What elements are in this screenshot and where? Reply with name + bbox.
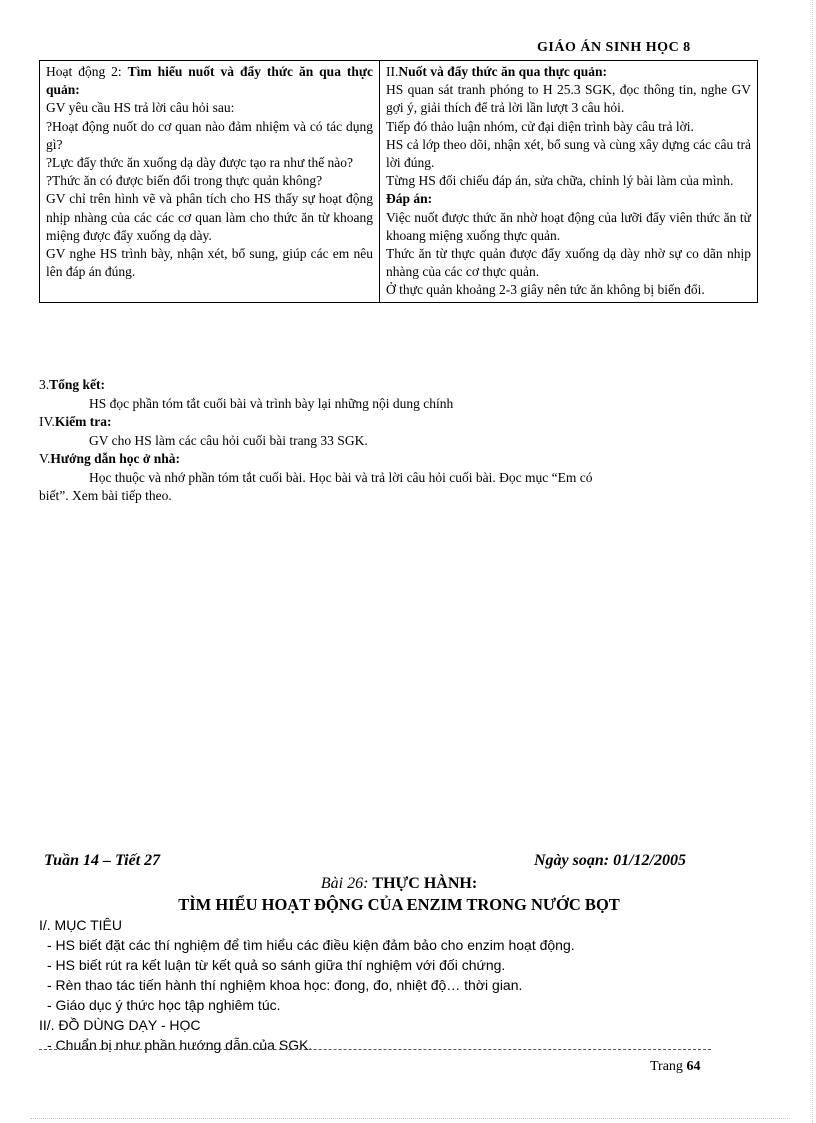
student-activity-paragraph: Việc nuốt được thức ăn nhờ hoạt động của lưỡi đẩy viên thức ăn từ khoang miệng xuống thực quản.	[386, 209, 751, 243]
summary-line: biết”. Xem bài tiếp theo.	[39, 488, 172, 503]
student-activity-paragraph: Từng HS đối chiếu đáp án, sửa chữa, chỉnh lý bài làm của mình.	[386, 173, 734, 189]
summary-line-heading: Hướng dẫn học ở nhà:	[50, 451, 180, 466]
summary-line	[39, 376, 739, 395]
teacher-activity-paragraph: ?Thức ăn có được biến đổi trong thực quản không?	[46, 173, 323, 189]
student-activity-paragraph: Ở thực quản khoảng 2-3 giây nên tức ăn không bị biến đổi.	[386, 282, 705, 298]
student-activity-paragraph: Thức ăn từ thực quản được đẩy xuống dạ dày nhờ sự co dãn nhịp nhàng của các cơ thực quản.	[386, 246, 751, 280]
summary-line-prefix: V.	[39, 451, 51, 466]
teacher-activity-paragraph-prefix: Hoạt động 2:	[46, 64, 128, 79]
teacher-activity-paragraph: GV chỉ trên hình vẽ và phân tích cho HS thấy sự hoạt động nhịp nhàng của các các cơ quan làm cho thức ăn từ khoang miệng được đẩy xuống dạ dày.	[46, 191, 373, 243]
lesson-activity-table	[39, 60, 758, 303]
student-activity-paragraph: HS cả lớp theo dõi, nhận xét, bổ sung và cùng xây dựng các câu trả lời đúng.	[386, 136, 751, 171]
page-label: Trang	[650, 1059, 687, 1074]
objective-item: - Giáo dục ý thức học tập nghiêm túc.	[47, 997, 281, 1013]
student-activity-paragraph: Tiếp đó thảo luận nhóm, cử đại diện trình bày câu trả lời.	[386, 118, 694, 134]
teacher-activity-paragraph	[46, 63, 373, 99]
next-lesson-section	[39, 852, 739, 1055]
tool-item: - Chuẩn bị như phần hướng dẫn của SGK.	[47, 1037, 313, 1053]
dashed-divider	[39, 1049, 711, 1050]
tools-list	[39, 1035, 739, 1055]
summary-line-heading: Tổng kết:	[49, 377, 106, 392]
teacher-activity-paragraph: GV nghe HS trình bày, nhận xét, bổ sung, giúp các em nêu lên đáp án đúng.	[46, 246, 373, 280]
lesson-number: Bài 26:	[320, 875, 373, 892]
lesson-subtitle: TÌM HIỂU HOẠT ĐỘNG CỦA ENZIM TRONG NƯỚC BỌT	[178, 895, 620, 914]
objective-item: - HS biết đặt các thí nghiệm để tìm hiểu các điều kiện đảm bảo cho enzim hoạt động.	[47, 937, 575, 953]
page-header-title: GIÁO ÁN SINH HỌC 8	[537, 40, 691, 55]
summary-line-heading: Kiểm tra:	[54, 414, 112, 429]
objectives-list	[39, 935, 739, 1015]
objectives-heading: I/. MỤC TIÊU	[39, 917, 122, 933]
objective-item: - HS biết rút ra kết luận từ kết quả so sánh giữa thí nghiệm với đối chứng.	[47, 957, 506, 973]
summary-line: GV cho HS làm các câu hỏi cuối bài trang 33 SGK.	[89, 432, 368, 448]
teacher-activity-paragraph-heading: Tìm hiểu nuốt và đẩy thức ăn qua thực quản:	[46, 64, 373, 98]
teacher-activity-paragraph: ?Hoạt động nuốt do cơ quan nào đảm nhiệm và có tác dụng gì?	[46, 118, 373, 152]
student-activity-paragraph: HS quan sát tranh phóng to H 25.3 SGK, đọc thông tin, nghe GV gợi ý, giải thích để trả lời lần lượt 3 câu hỏi.	[386, 82, 751, 116]
page-right-edge	[812, 0, 813, 1123]
objective-item: - Rèn thao tác tiến hành thí nghiệm khoa học: đong, đo, nhiệt độ… thời gian.	[47, 977, 523, 993]
summary-line: Học thuộc và nhớ phần tóm tắt cuối bài. Học bài và trả lời câu hỏi cuối bài. Đọc mục “Em có	[89, 469, 593, 485]
student-activity-cell	[380, 61, 758, 303]
page-bottom-edge	[30, 1118, 790, 1119]
student-activity-paragraph-heading: Nuốt và đẩy thức ăn qua thực quản:	[398, 64, 607, 79]
page-number: 64	[686, 1059, 701, 1074]
week-period-label: Tuần 14 – Tiết 27	[44, 852, 161, 869]
summary-line-prefix: IV.	[39, 414, 55, 429]
prep-date-label: Ngày soạn: 01/12/2005	[534, 852, 686, 869]
teacher-activity-paragraph: GV yêu cầu HS trả lời câu hỏi sau:	[46, 100, 235, 116]
student-activity-paragraph: Đáp án:	[386, 191, 433, 207]
lesson-kind: THỰC HÀNH:	[372, 875, 478, 892]
summary-line	[39, 450, 739, 469]
student-activity-paragraph-prefix: II.	[386, 64, 399, 79]
summary-line: HS đọc phần tóm tắt cuối bài và trình bày lại những nội dung chính	[89, 395, 454, 411]
lesson-title	[59, 874, 739, 894]
teacher-activity-cell	[40, 61, 380, 303]
page-footer	[650, 1059, 700, 1075]
lesson-summary	[39, 376, 739, 506]
summary-line	[39, 413, 739, 432]
student-activity-paragraph	[386, 63, 751, 81]
summary-line-prefix: 3.	[39, 377, 50, 392]
tools-heading: II/. ĐỒ DÙNG DẠY - HỌC	[39, 1017, 201, 1033]
teacher-activity-paragraph: ?Lực đẩy thức ăn xuống dạ dày được tạo ra như thế nào?	[46, 155, 354, 171]
